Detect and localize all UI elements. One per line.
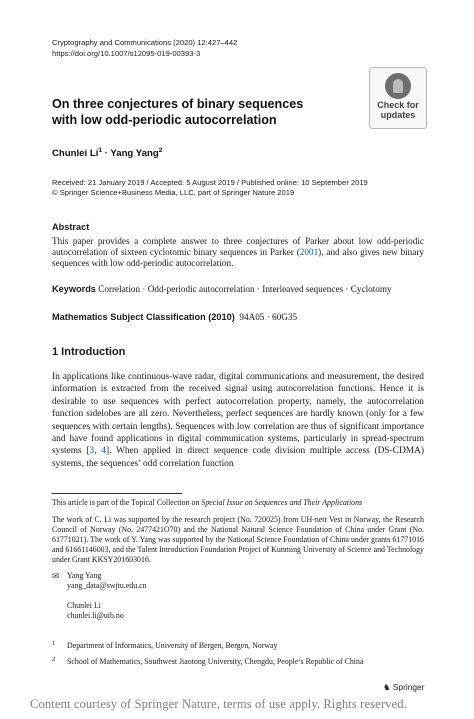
paragraph-text: ]. When applied in direct sequence code division multiple access (DS-CDMA) systems, the sequences’ odd correlation function [52, 446, 424, 469]
citation-link[interactable]: 3 [89, 446, 95, 457]
contact-name: Chunlei Li [67, 601, 101, 610]
author-separator: · [102, 148, 111, 160]
subject-classification [52, 312, 432, 323]
keywords-list: Correlation · Odd-periodic autocorrelation · Interleaved sequences · Cyclotomy [98, 284, 392, 294]
bookmark-icon [385, 73, 411, 99]
courtesy-watermark: Content courtesy of Springer Nature, terms of use apply. Rights reserved. [30, 697, 407, 711]
history-dates: Received: 21 January 2019 / Accepted: 5 August 2019 / Published online: 10 September 2019 [52, 178, 368, 187]
affiliation-text: School of Mathematics, Southwest Jiaotong University, Chengdu, People’s Republic of China [67, 657, 364, 666]
affiliation-marker: 2 [158, 147, 163, 154]
knight-icon: ♞ [383, 682, 391, 692]
author-name[interactable]: Chunlei Li [52, 148, 99, 160]
check-for-updates-badge[interactable] [369, 67, 427, 129]
title-line-1: On three conjectures of binary sequences [52, 97, 304, 111]
citation-separator: , [94, 446, 102, 457]
journal-issue: Cryptography and Communications (2020) 12:427–442 [52, 38, 238, 47]
funding-note: The work of C. Li was supported by the research project (No. 720025) from UH-nett Vest in Norway, the Research Council of Norway (No. 2477421O70) and the National Natural Science Foundation of China under Grant (No. 61771021). The work of Y. Yang was supported by the National Science Foundation of China under grants 61771016 and 61661146003, and the Talent Introduction Foundation Project of Kunming University of Science and Technology under Grant KKSY201603016. [52, 515, 424, 564]
abstract-heading: Abstract [52, 222, 90, 232]
keywords [52, 284, 432, 295]
publisher-logo [383, 682, 425, 692]
citation-link[interactable]: 4 [101, 446, 106, 457]
msc-codes: 94A05 · 60G35 [239, 312, 298, 322]
article-title [52, 96, 352, 128]
affiliation-number: 2 [52, 656, 56, 663]
affiliation-number: 1 [52, 640, 56, 647]
note-text: This article is part of the Topical Collection on [52, 498, 202, 507]
affiliation-marker: 1 [98, 147, 102, 154]
abstract-text-part: This paper provides a complete answer to three conjectures of Parker about low odd-periodic autocorrelation of sixteen cyclotomic binary sequences in Parker ( [52, 236, 424, 258]
journal-citation [52, 37, 237, 59]
envelope-icon: ✉ [52, 571, 60, 581]
doi-link[interactable]: https://doi.org/10.1007/s12095-019-00393-3 [52, 49, 201, 58]
introduction-paragraph [52, 371, 424, 470]
author-list [52, 147, 162, 159]
contact-email[interactable]: chunlei.li@uib.no [67, 611, 124, 620]
contact-email[interactable]: yang_data@swjtu.edu.cn [67, 581, 147, 590]
abstract-text [52, 236, 424, 270]
paragraph-text: In applications like continuous-wave radar, digital communications and measurement, the desired information is extracted from the received signal using autocorrelation functions. Hence it is desirable to use sequences with perfect autocorrelation property, namely, the autocorrelation function sidelobes are all zero. Nevertheless, perfect sequences are hardly known (only for a few sequences with certain lengths). Sequences with low correlation are thus of significant importance and have found applications in digital communication systems, particularly in spread-spectrum systems [ [52, 372, 424, 457]
section-heading: 1 Introduction [52, 346, 126, 358]
footnote-divider [52, 493, 182, 494]
copyright-line: © Springer Science+Business Media, LLC, part of Springer Nature 2019 [52, 188, 295, 197]
publisher-name: Springer [392, 682, 425, 692]
updates-label: updates [380, 110, 416, 120]
affiliation-text: Department of Informatics, University of Bergen, Bergen, Norway [67, 641, 278, 650]
check-for-label: Check for [377, 100, 419, 110]
topical-collection-note [52, 498, 424, 508]
abstract-text-part: ), and also gives new binary sequences with low odd-periodic autocorrelation. [52, 247, 425, 269]
corresponding-contacts [67, 571, 147, 621]
title-line-2: with low odd-periodic autocorrelation [52, 113, 277, 127]
publication-history [52, 178, 368, 198]
contact-name: Yang Yang [67, 571, 102, 580]
keywords-label: Keywords [52, 284, 96, 294]
citation-link[interactable]: 2001 [299, 247, 319, 258]
author-name[interactable]: Yang Yang [110, 148, 159, 160]
collection-name: Special Issue on Sequences and Their Applications [201, 498, 363, 507]
msc-label: Mathematics Subject Classification (2010) [52, 312, 235, 322]
